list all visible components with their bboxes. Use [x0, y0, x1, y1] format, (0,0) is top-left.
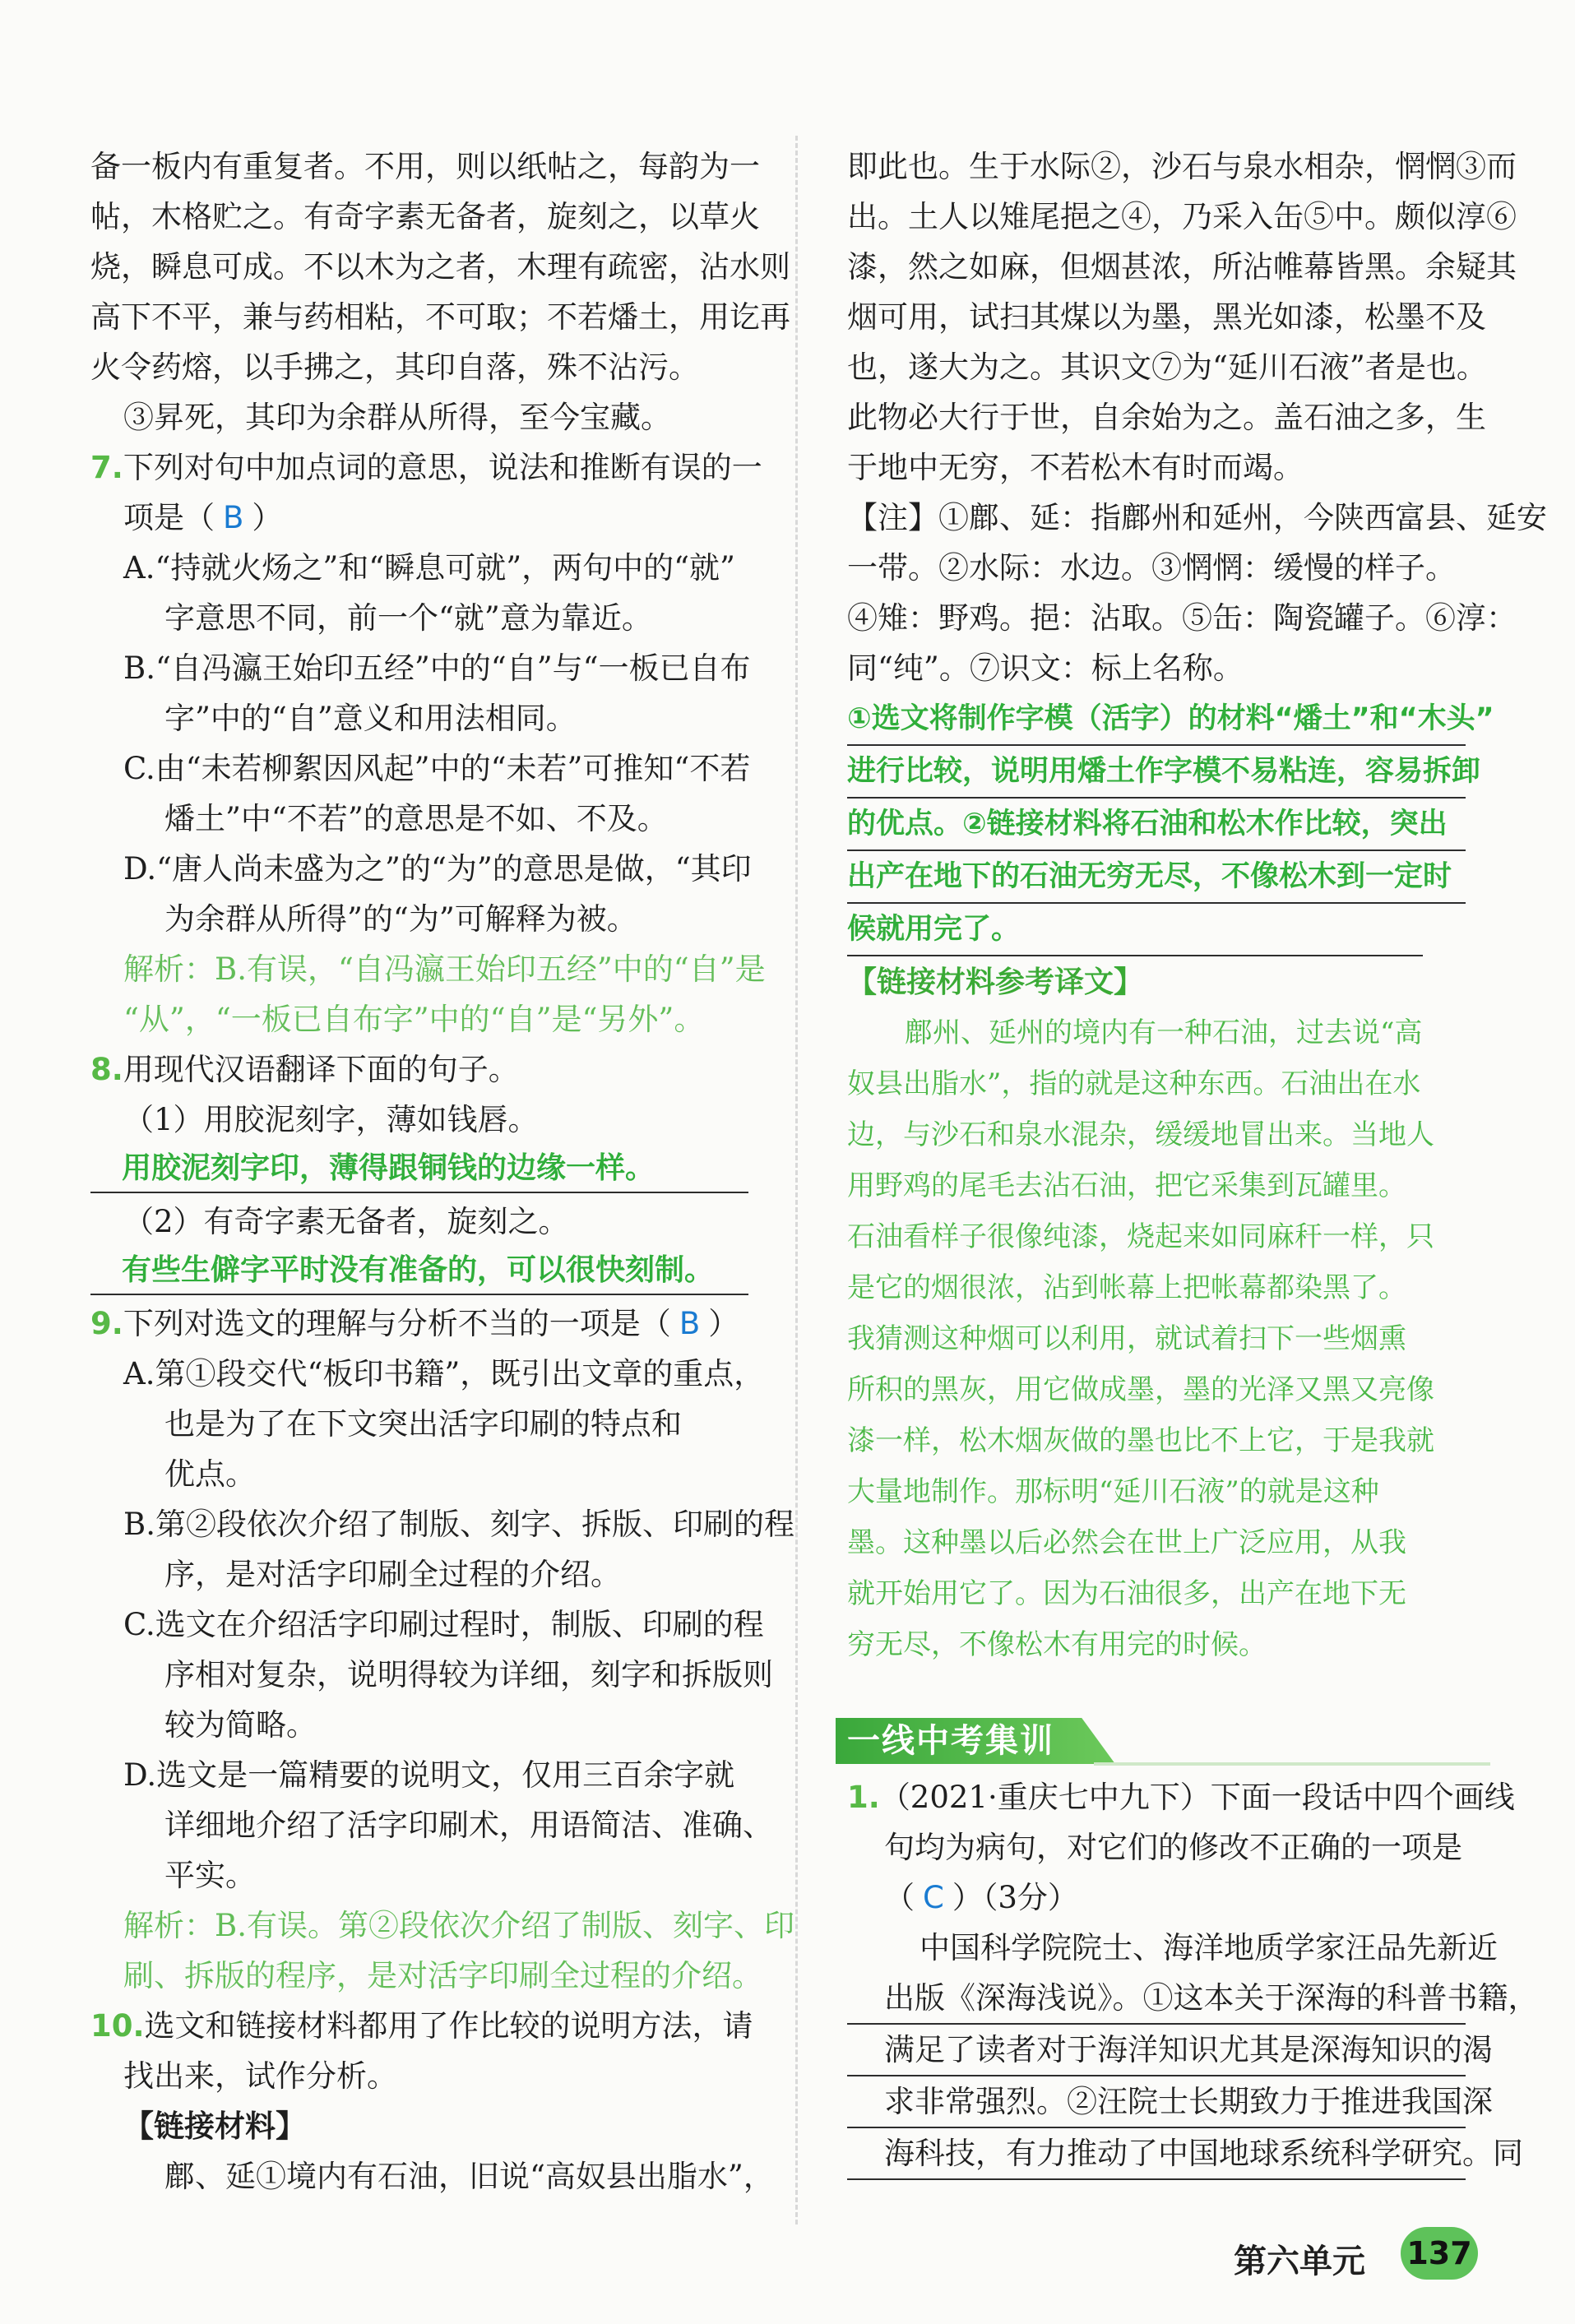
- translation-title: 【链接材料参考译文】: [847, 965, 1144, 999]
- stem-open: （: [884, 1880, 915, 1915]
- note-line: ④雉：野鸡。挹：沾取。⑤缶：陶瓷罐子。⑥淳：: [847, 600, 1517, 636]
- translation-line: 边，与沙石和泉水混杂，缓缓地冒出来。当地人: [847, 1118, 1434, 1151]
- analysis: 解析：B.有误，“自冯瀛王始印五经”中的“自”是: [123, 951, 766, 987]
- note-line: 【注】①鄜、延：指鄜州和延州，今陕西富县、延安: [847, 500, 1547, 535]
- question-1-answer: [847, 1873, 1466, 1923]
- translation-line: 石油看样子很像纯漆，烧起来如同麻秆一样，只: [847, 1220, 1434, 1253]
- option-a-cont: 字意思不同，前一个“就”意为靠近。: [164, 600, 652, 636]
- sentence-2: （2）有奇字素无备者，旋刻之。: [123, 1204, 569, 1239]
- option-a-cont: 优点。: [164, 1456, 256, 1492]
- answer-line: ①选文将制作字模（活字）的材料“燔土”和“木头”: [847, 693, 1466, 746]
- text-line: 帖，木格贮之。有奇字素无备者，旋刻之，以草火: [90, 199, 760, 234]
- analysis: 解析：B.有误。第②段依次介绍了制版、刻字、印: [123, 1908, 794, 1943]
- question-7: [90, 442, 762, 493]
- translation-line: 墨。这种墨以后必然会在世上广泛应用，从我: [847, 1526, 1406, 1559]
- question-stem: 下列对句中加点词的意思，说法和推断有误的一: [123, 450, 762, 485]
- score-text: ）（3分）: [952, 1880, 1078, 1915]
- banner-rule: [1094, 1762, 1490, 1766]
- unit-label: 第六单元: [1234, 2243, 1365, 2280]
- question-7-stem-2: [90, 493, 748, 543]
- question-stem: （2021·重庆七中九下）下面一段话中四个画线: [879, 1780, 1515, 1815]
- material-line: 烟可用，试扫其煤以为墨，黑光如漆，松墨不及: [847, 299, 1486, 335]
- material-line: 于地中无穷，不若松木有时而竭。: [847, 450, 1304, 485]
- translation-line: 是它的烟很浓，沾到帐幕上把帐幕都染黑了。: [847, 1271, 1406, 1304]
- question-number: 7.: [90, 450, 123, 485]
- analysis-cont: 刷、拆版的程序，是对活字印刷全过程的介绍。: [123, 1958, 762, 1993]
- option-b-cont: 字”中的“自”意义和用法相同。: [164, 701, 577, 736]
- answer-line: 候就用完了。: [847, 904, 1423, 956]
- material-title: 【链接材料】: [123, 2108, 306, 2144]
- question-number: 1.: [847, 1780, 880, 1815]
- translation-line: 用野鸡的尾毛去沾石油，把它采集到瓦罐里。: [847, 1169, 1406, 1202]
- question-number: 8.: [90, 1052, 123, 1087]
- answer-choice: B: [223, 500, 244, 535]
- translation-line: 穷无尽，不像松木有用完的时候。: [847, 1628, 1267, 1661]
- page-number: 137: [1401, 2227, 1478, 2280]
- translation-line: 大量地制作。那标明“延川石液”的就是这种: [847, 1475, 1379, 1508]
- text-line: 烧，瞬息可成。不以木为之者，木理有疏密，沾水则: [90, 249, 790, 285]
- answer-line: 出产在地下的石油无穷无尽，不像松木到一定时: [847, 851, 1466, 904]
- passage-line: 出版《深海浅说》。①这本关于深海的科普书籍，: [847, 1973, 1466, 2025]
- translation-line: 我猜测这种烟可以利用，就试着扫下一些烟熏: [847, 1322, 1406, 1355]
- translation-line: 漆一样，松木烟灰做的墨也比不上它，于是我就: [847, 1424, 1434, 1457]
- passage-line: 中国科学院院士、海洋地质学家汪品先新近: [920, 1930, 1498, 1965]
- banner-title: 一线中考集训: [847, 1722, 1054, 1760]
- answer-line: 进行比较，说明用燔土作字模不易粘连，容易拆卸: [847, 746, 1466, 799]
- question-9: [90, 1299, 748, 1349]
- option-d-cont: 详细地介绍了活字印刷术，用语简洁、准确、: [164, 1808, 773, 1843]
- note-line: 一带。②水际：水边。③惘惘：缓慢的样子。: [847, 550, 1456, 586]
- material-line: 鄜、延①境内有石油，旧说“高奴县出脂水”，: [164, 2159, 774, 2194]
- translation-line: 就开始用它了。因为石油很多，出产在地下无: [847, 1577, 1406, 1610]
- question-10: [90, 2001, 753, 2051]
- question-10-stem-2: 找出来，试作分析。: [123, 2058, 397, 2094]
- material-line: 即此也。生于水际②，沙石与泉水相杂，惘惘③而: [847, 149, 1517, 184]
- left-column: [90, 141, 794, 2201]
- option-d-cont: 为余群从所得”的“为”可解释为被。: [164, 901, 637, 937]
- text-line: 火令药熔，以手拂之，其印自落，殊不沾污。: [90, 350, 699, 385]
- option-b: B.“自冯瀛王始印五经”中的“自”与“一板已自布: [123, 650, 751, 686]
- material-line: 出。土人以雉尾挹之④，乃采入缶⑤中。颇似淳⑥: [847, 199, 1517, 234]
- option-a: A.第①段交代“板印书籍”，既引出文章的重点，: [123, 1356, 765, 1391]
- text-line: 高下不平，兼与药相粘，不可取；不若燔土，用讫再: [90, 299, 790, 335]
- answer-choice: C: [923, 1880, 944, 1915]
- paragraph-3: ③昇死，其印为余群从所得，至今宝藏。: [123, 400, 671, 435]
- section-banner: [847, 1715, 1466, 1766]
- column-divider: [795, 136, 798, 2224]
- option-c-cont: 序相对复杂，说明得较为详细，刻字和拆版则: [164, 1657, 773, 1692]
- material-line: 此物必大行于世，自余始为之。盖石油之多，生: [847, 400, 1486, 435]
- option-b-cont: 序，是对活字印刷全过程的介绍。: [164, 1557, 621, 1592]
- passage-line: 求非常强烈。②汪院士长期致力于推进我国深: [847, 2076, 1466, 2128]
- sentence-1: （1）用胶泥刻字，薄如钱唇。: [123, 1102, 539, 1137]
- option-b: B.第②段依次介绍了制版、刻字、拆版、印刷的程: [123, 1507, 794, 1542]
- answer-line-2: 有些生僻字平时没有准备的，可以很快刻制。: [90, 1247, 748, 1295]
- translation-line: 奴县出脂水”，指的就是这种东西。石油出在水: [847, 1067, 1421, 1100]
- translation-line: 所积的黑灰，用它做成墨，墨的光泽又黑又亮像: [847, 1373, 1434, 1406]
- question-1-stem-2: 句均为病句，对它们的修改不正确的一项是: [884, 1830, 1462, 1865]
- question-stem: 选文和链接材料都用了作比较的说明方法，请: [144, 2008, 753, 2044]
- answer-line-1: 用胶泥刻字印，薄得跟铜钱的边缘一样。: [90, 1145, 748, 1193]
- analysis-cont: “从”，“一板已自布字”中的“自”是“另外”。: [123, 1002, 705, 1037]
- option-c-cont: 较为简略。: [164, 1707, 317, 1743]
- option-d-cont: 平实。: [164, 1858, 256, 1893]
- passage-line: 海科技，有力推动了中国地球系统科学研究。同: [847, 2128, 1466, 2180]
- option-a-cont: 也是为了在下文突出活字印刷的特点和: [164, 1406, 682, 1442]
- translation-line: 鄜州、延州的境内有一种石油，过去说“高: [905, 1016, 1423, 1049]
- option-c: C.由“未若柳絮因风起”中的“未若”可推知“不若: [123, 751, 751, 786]
- right-column: [847, 141, 1547, 2180]
- stem-close: ）: [708, 1306, 739, 1341]
- text-line: 备一板内有重复者。不用，则以纸帖之，每韵为一: [90, 149, 760, 184]
- option-c: C.选文在介绍活字印刷过程时，制版、印刷的程: [123, 1607, 764, 1642]
- option-a: A.“持就火炀之”和“瞬息可就”，两句中的“就”: [123, 550, 735, 586]
- stem-text: 项是（: [123, 500, 215, 535]
- question-stem: 用现代汉语翻译下面的句子。: [123, 1052, 519, 1087]
- question-number: 9.: [90, 1306, 123, 1341]
- question-number: 10.: [90, 2008, 145, 2044]
- q10-answer: [847, 693, 1494, 956]
- option-d: D.“唐人尚未盛为之”的“为”的意思是做，“其印: [123, 851, 752, 887]
- option-c-cont: 燔土”中“不若”的意思是不如、不及。: [164, 801, 668, 836]
- option-d: D.选文是一篇精要的说明文，仅用三百余字就: [123, 1757, 735, 1793]
- note-line: 同“纯”。⑦识文：标上名称。: [847, 650, 1244, 686]
- stem-close: ）: [252, 500, 283, 535]
- material-line: 漆，然之如麻，但烟甚浓，所沾帷幕皆黑。余疑其: [847, 249, 1517, 285]
- material-line: 也，遂大为之。其识文⑦为“延川石液”者是也。: [847, 350, 1487, 385]
- question-8: [90, 1044, 748, 1095]
- answer-choice: B: [679, 1306, 701, 1341]
- answer-line: 的优点。②链接材料将石油和松木作比较，突出: [847, 799, 1466, 851]
- passage-line: 满足了读者对于海洋知识尤其是深海知识的渴: [847, 2025, 1466, 2076]
- question-1: [847, 1772, 1515, 1822]
- question-stem: 下列对选文的理解与分析不当的一项是（: [123, 1306, 671, 1341]
